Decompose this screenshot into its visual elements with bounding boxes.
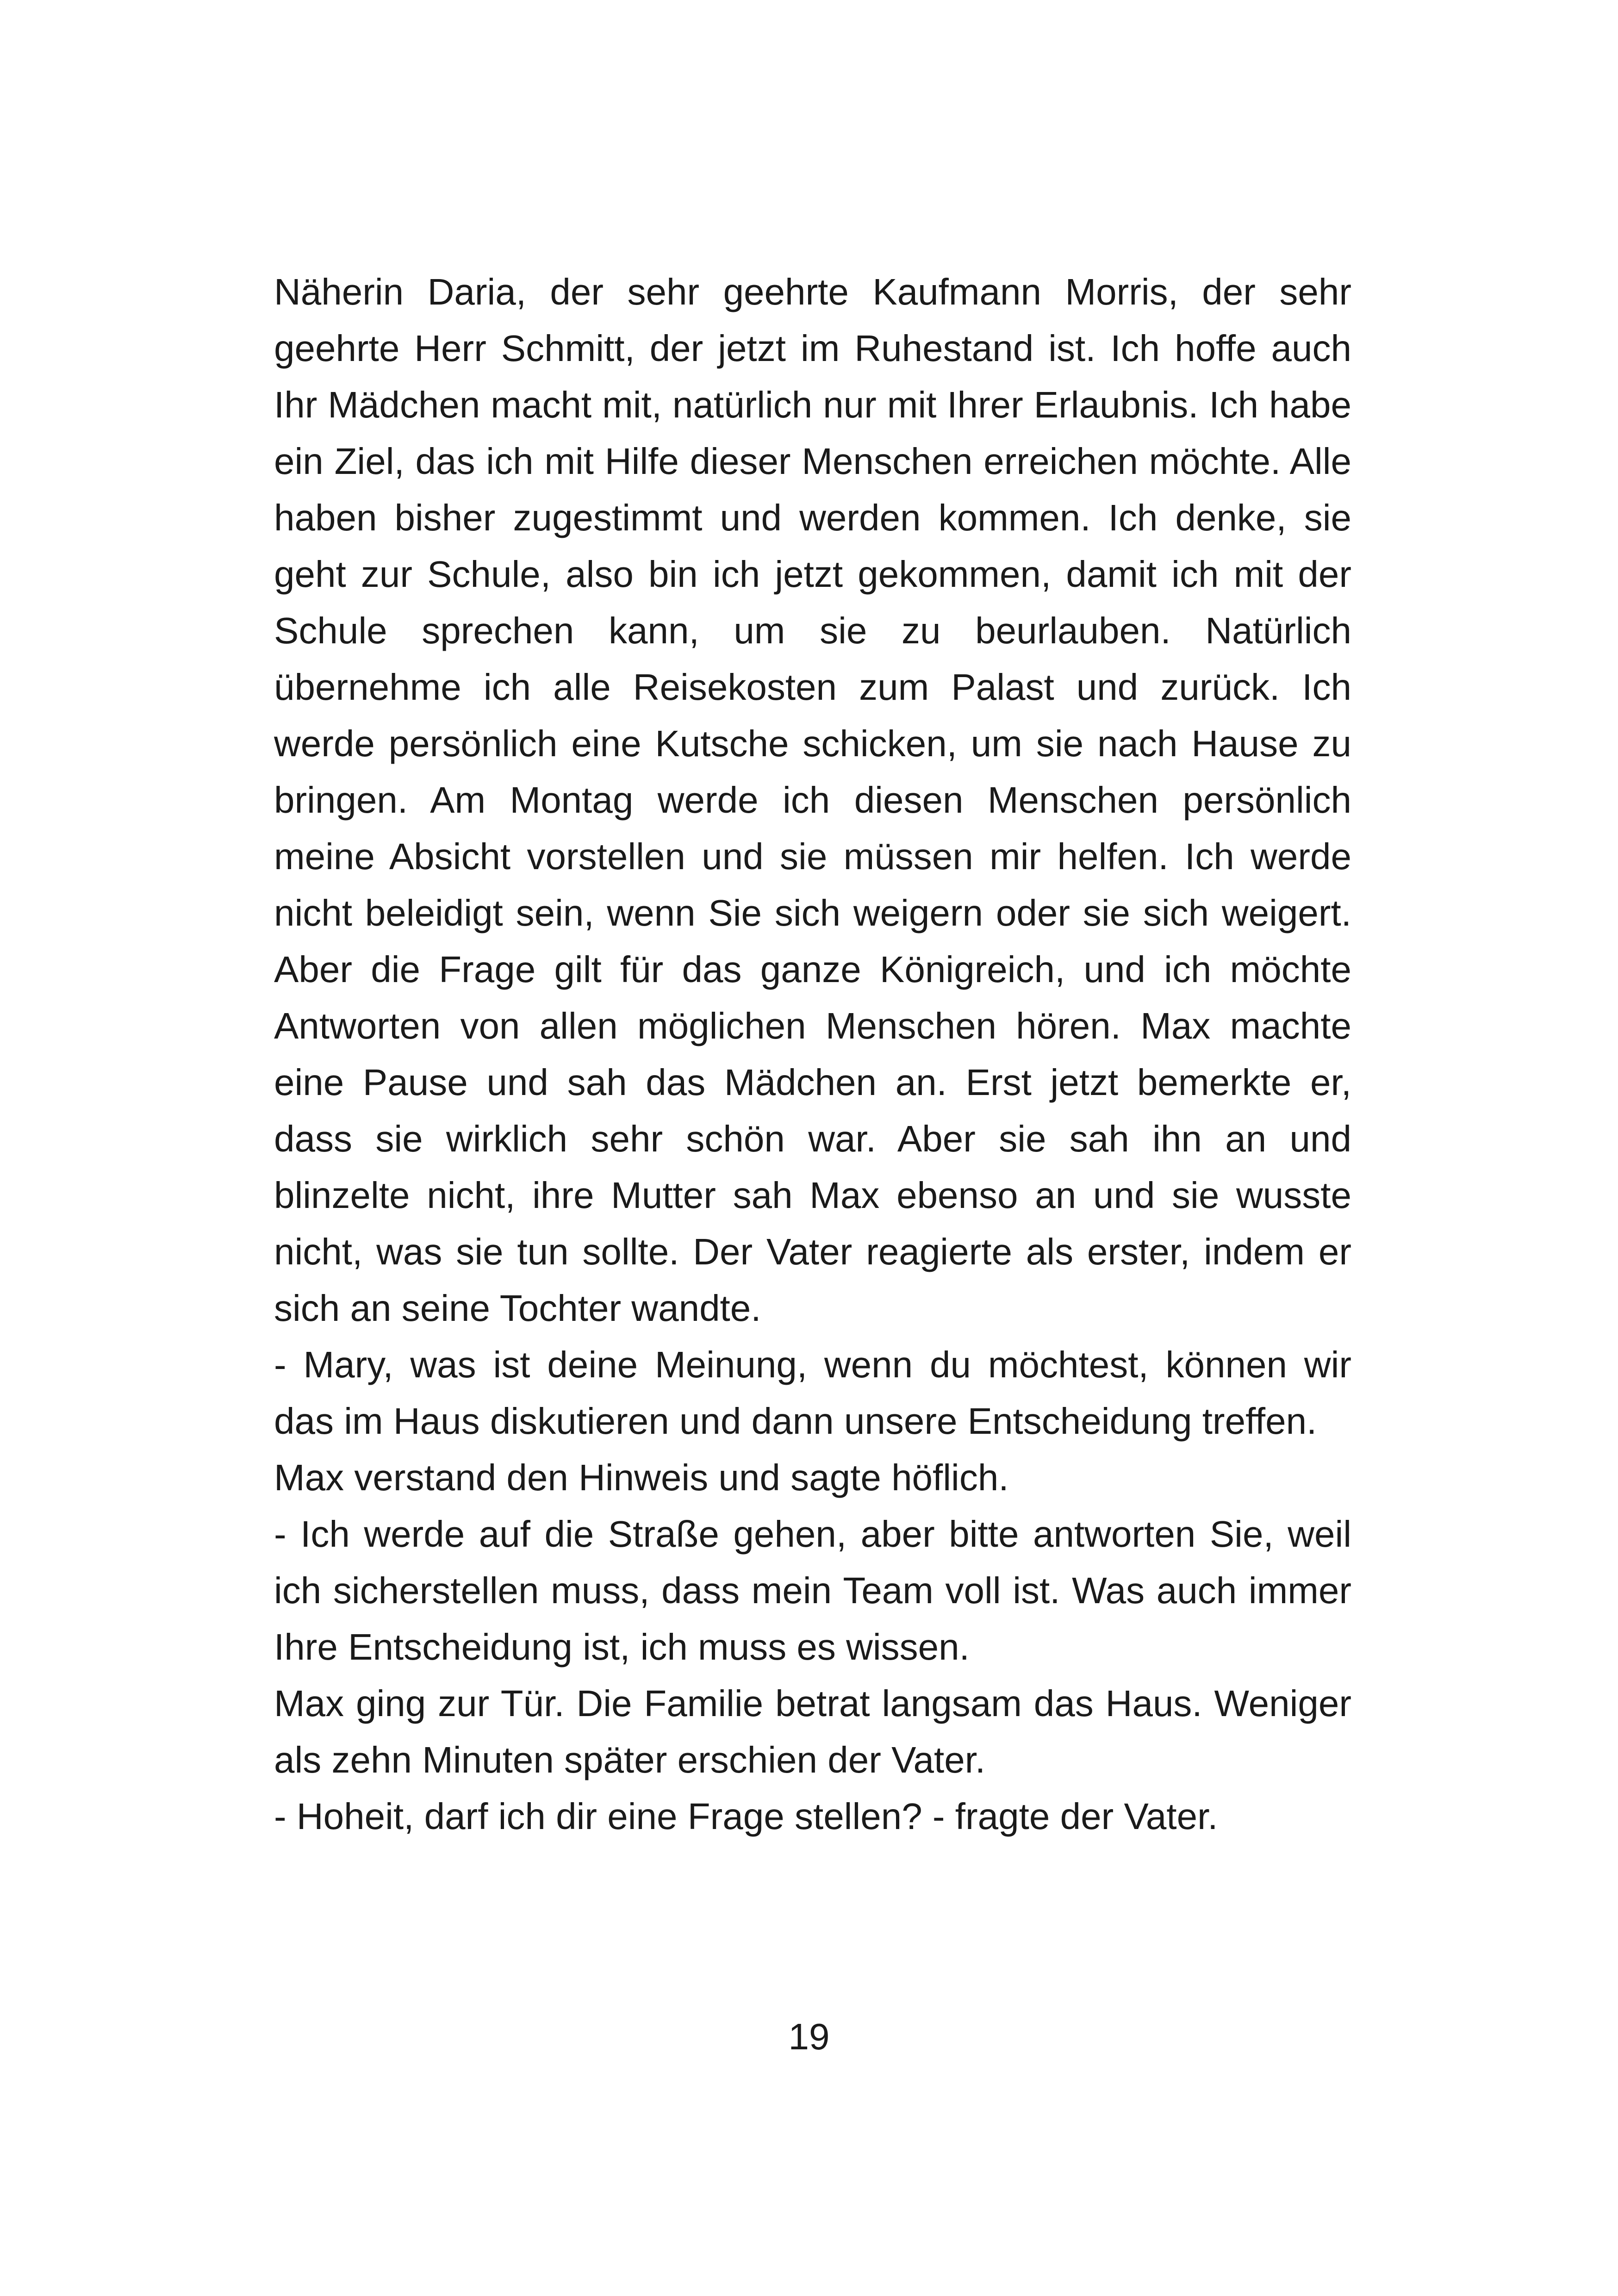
paragraph-4: - Ich werde auf die Straße gehen, aber bitte antworten Sie, weil ich sicherstellen muss, dass mein Team voll ist. Was auch immer Ihre Entscheidung ist, ich muss es wissen.: [274, 1513, 1351, 1668]
paragraph-3: Max verstand den Hinweis und sagte höflich.: [274, 1457, 1009, 1498]
paragraph-5: Max ging zur Tür. Die Familie betrat langsam das Haus. Weniger als zehn Minuten später erschien der Vater.: [274, 1683, 1351, 1780]
page-number: 19: [788, 2016, 830, 2057]
body-text: [274, 264, 1351, 1845]
paragraph-2: - Mary, was ist deine Meinung, wenn du möchtest, können wir das im Haus diskutieren und dann unsere Entscheidung treffen.: [274, 1344, 1351, 1442]
paragraph-6: - Hoheit, darf ich dir eine Frage stellen? - fragte der Vater.: [274, 1796, 1218, 1837]
paragraph-1: Näherin Daria, der sehr geehrte Kaufmann Morris, der sehr geehrte Herr Schmitt, der jetzt im Ruhestand ist. Ich hoffe auch Ihr Mädchen macht mit, natürlich nur mit Ihrer Erlaubnis. Ich habe ein Ziel, das ich mit Hilfe dieser Menschen erreichen möchte. Alle haben bisher zugestimmt und werden kommen. Ich denke, sie geht zur Schule, also bin ich jetzt gekommen, damit ich mit der Schule sprechen kann, um sie zu beurlauben. Natürlich übernehme ich alle Reisekosten zum Palast und zurück. Ich werde persönlich eine Kutsche schicken, um sie nach Hause zu bringen. Am Montag werde ich diesen Menschen persönlich meine Absicht vorstellen und sie müssen mir helfen. Ich werde nicht beleidigt sein, wenn Sie sich weigern oder sie sich weigert. Aber die Frage gilt für das ganze Königreich, und ich möchte Antworten von allen möglichen Menschen hören. Max machte eine Pause und sah das Mädchen an. Erst jetzt bemerkte er, dass sie wirklich sehr schön war. Aber sie sah ihn an und blinzelte nicht, ihre Mutter sah Max ebenso an und sie wusste nicht, was sie tun sollte. Der Vater reagierte als erster, indem er sich an seine Tochter wandte.: [274, 271, 1351, 1329]
